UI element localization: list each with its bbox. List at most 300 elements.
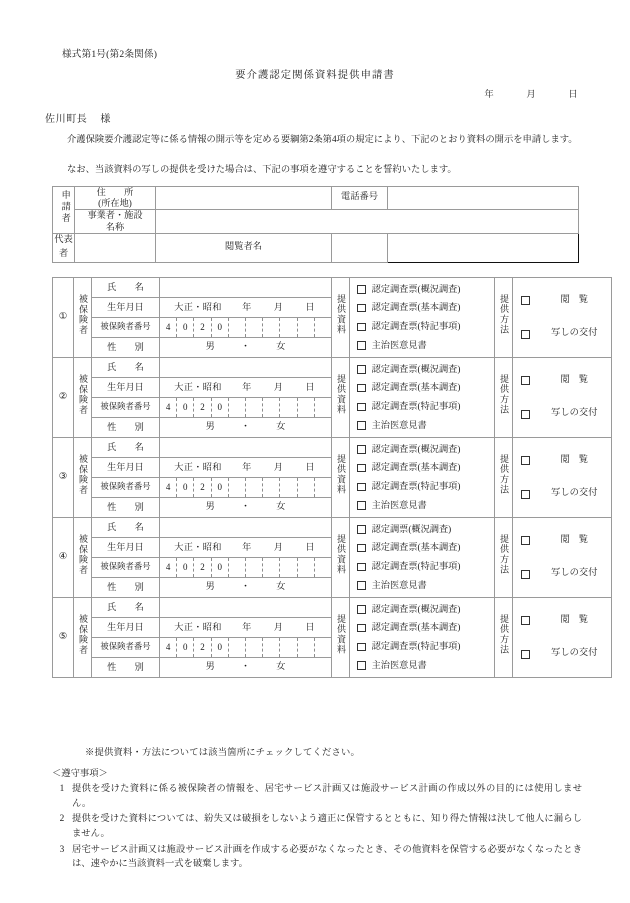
method-option-label: 写しの交付 — [551, 648, 598, 659]
address-label-sub: (所在地) — [98, 198, 132, 209]
address-input[interactable] — [156, 187, 332, 210]
pledge-item — [52, 843, 582, 872]
name-label: 氏 名 — [92, 438, 160, 458]
insured-number-digit-cell[interactable] — [229, 398, 246, 417]
method-option-label: 閲覧 — [560, 614, 598, 625]
method-label: 提供方法 — [499, 374, 509, 415]
method-checkbox-option[interactable] — [513, 327, 611, 341]
insured-person-label: 被保険者 — [78, 613, 88, 656]
insured-number-digit-cell[interactable] — [280, 638, 297, 657]
method-checkbox-group — [513, 438, 612, 518]
gender-separator: ・ — [240, 341, 251, 352]
method-checkbox-option[interactable] — [513, 294, 611, 308]
material-option-label: 認定調査票(概況調査) — [371, 363, 461, 374]
material-option-label: 認定調査票(特記事項) — [371, 481, 461, 492]
gender-option-female[interactable]: 女 — [276, 661, 286, 672]
checkbox-icon[interactable] — [357, 421, 366, 430]
insured-number-input[interactable] — [160, 478, 332, 498]
phone-label: 電話番号 — [332, 187, 388, 210]
insured-number-digit-cell[interactable] — [315, 638, 331, 657]
name-label: 氏 名 — [92, 518, 160, 538]
material-option-label: 認定調査票(概況調査) — [371, 283, 461, 294]
name-input[interactable] — [160, 438, 332, 458]
birth-unit-label: 年 — [242, 381, 252, 392]
pledge-item — [52, 782, 582, 811]
material-checkbox-option[interactable] — [357, 542, 494, 554]
method-checkbox-option[interactable] — [513, 407, 611, 421]
insured-number-digit-cell[interactable] — [229, 558, 246, 577]
checkbox-icon[interactable] — [521, 456, 530, 465]
material-checkbox-option[interactable] — [357, 500, 494, 512]
checkbox-icon[interactable] — [357, 403, 366, 412]
material-option-label: 主治医意見書 — [371, 339, 427, 350]
method-option-label: 写しの交付 — [551, 488, 598, 499]
birth-era-label: 大正・昭和 — [174, 301, 222, 312]
gender-option-male[interactable]: 男 — [205, 341, 215, 352]
method-checkbox-group — [513, 358, 612, 438]
material-checkbox-option[interactable] — [357, 524, 494, 536]
materials-label-cell — [332, 598, 350, 678]
insured-number-digit-cell[interactable]: 0 — [212, 478, 229, 497]
addressee-honorific: 様 — [100, 114, 112, 125]
date-line — [424, 89, 594, 103]
checkbox-icon[interactable] — [357, 304, 366, 313]
insured-number-digit-cell[interactable] — [229, 638, 246, 657]
method-label: 提供方法 — [499, 614, 509, 655]
organization-label-main: 事業者・施設 — [87, 210, 143, 221]
birthdate-input[interactable] — [160, 298, 332, 318]
form-number: 様式第1号(第2条関係) — [62, 49, 158, 60]
table-row — [53, 233, 579, 262]
birth-unit-label: 日 — [305, 461, 315, 472]
insured-persons-table — [52, 277, 612, 678]
checkbox-icon[interactable] — [357, 445, 366, 454]
method-option-label: 閲覧 — [560, 534, 598, 545]
insured-person-label: 被保険者 — [78, 293, 88, 336]
birth-unit-label: 日 — [305, 621, 315, 632]
insured-number-digit-cell[interactable]: 0 — [212, 318, 229, 337]
birthdate-label: 生年月日 — [92, 538, 160, 558]
material-option-label: 主治医意見書 — [371, 419, 427, 430]
materials-checkbox-group — [350, 518, 495, 598]
insured-number-digit-cell[interactable] — [246, 398, 263, 417]
method-option-label: 閲覧 — [560, 454, 598, 465]
insured-number-digit-cell[interactable] — [315, 318, 331, 337]
applicant-side-label: 申請者 — [59, 189, 70, 225]
table-row — [53, 438, 612, 458]
checkbox-icon[interactable] — [357, 501, 366, 510]
insured-number-digit-cell[interactable]: 0 — [177, 478, 194, 497]
checkbox-icon[interactable] — [521, 296, 530, 305]
insured-number-input[interactable] — [160, 558, 332, 578]
gender-label: 性 別 — [92, 578, 160, 598]
intro-paragraph-1: 介護保険要介護認定等に係る情報の開示等を定める要綱第2条第4項の規定により、下記のとおり資料の開示を申請します。 — [67, 135, 578, 145]
method-label-cell — [495, 358, 513, 438]
insured-number-digit-cell[interactable] — [315, 398, 331, 417]
insured-number-digit-cell[interactable] — [280, 558, 297, 577]
gender-label: 性 別 — [92, 418, 160, 438]
gender-selector[interactable] — [160, 578, 332, 598]
checkbox-icon[interactable] — [357, 624, 366, 633]
insured-number-digit-cell[interactable] — [246, 318, 263, 337]
materials-label-cell — [332, 358, 350, 438]
birth-unit-label: 年 — [242, 541, 252, 552]
materials-checkbox-group — [350, 278, 495, 358]
insured-person-label-cell — [74, 438, 92, 518]
material-option-label: 認定調査票(基本調査) — [371, 302, 461, 313]
method-checkbox-option[interactable] — [513, 567, 611, 581]
checkbox-icon[interactable] — [357, 525, 366, 534]
material-checkbox-option[interactable] — [357, 382, 494, 394]
insured-number-digit-cell[interactable] — [246, 638, 263, 657]
address-label-main: 住 所 — [96, 187, 134, 197]
gender-selector[interactable] — [160, 418, 332, 438]
material-checkbox-option[interactable] — [357, 462, 494, 474]
material-option-label: 認定調査票(特記事項) — [371, 641, 461, 652]
table-row — [53, 518, 612, 538]
method-checkbox-group — [513, 278, 612, 358]
gender-separator: ・ — [240, 581, 251, 592]
checkbox-icon[interactable] — [357, 323, 366, 332]
insured-number-digit-cell[interactable] — [280, 398, 297, 417]
birth-unit-label: 日 — [305, 301, 315, 312]
pledge-list — [52, 782, 582, 873]
checkbox-icon[interactable] — [357, 464, 366, 473]
insured-number-digit-cell[interactable] — [263, 398, 280, 417]
method-label-cell — [495, 438, 513, 518]
insured-number-digit-cell[interactable]: 4 — [160, 558, 177, 577]
applicant-table — [52, 186, 579, 263]
insured-number-digit-cell[interactable] — [298, 318, 315, 337]
insured-number-input[interactable] — [160, 398, 332, 418]
checkbox-icon[interactable] — [357, 384, 366, 393]
gender-option-female[interactable]: 女 — [276, 341, 286, 352]
checkbox-icon[interactable] — [521, 536, 530, 545]
method-option-label: 写しの交付 — [551, 568, 598, 579]
birth-era-label: 大正・昭和 — [174, 461, 222, 472]
insured-number-label: 被保険者番号 — [92, 398, 160, 418]
insured-number-digit-cell[interactable] — [315, 558, 331, 577]
birth-unit-label: 年 — [242, 301, 252, 312]
birth-unit-label: 月 — [273, 461, 283, 472]
material-option-label: 認定調査票(概況調査) — [371, 443, 461, 454]
checkbox-icon[interactable] — [357, 285, 366, 294]
addressee-name: 佐川町長 — [45, 114, 88, 125]
gender-option-male[interactable]: 男 — [205, 421, 215, 432]
method-checkbox-option[interactable] — [513, 614, 611, 628]
checkbox-icon[interactable] — [521, 570, 530, 579]
insured-number-label: 被保険者番号 — [92, 638, 160, 658]
checkbox-icon[interactable] — [521, 650, 530, 659]
insured-number-digit-cell[interactable]: 2 — [194, 478, 211, 497]
insured-person-label-cell — [74, 358, 92, 438]
table-row — [53, 278, 612, 298]
insured-number-digit-cell[interactable] — [263, 638, 280, 657]
gender-option-male[interactable]: 男 — [205, 501, 215, 512]
insured-row-index: ④ — [53, 518, 74, 598]
birth-unit-label: 日 — [305, 381, 315, 392]
name-label: 氏 名 — [92, 358, 160, 378]
material-checkbox-option[interactable] — [357, 364, 494, 376]
materials-label: 提供資料 — [336, 454, 346, 495]
method-checkbox-option[interactable] — [513, 374, 611, 388]
method-label: 提供方法 — [499, 534, 509, 575]
insured-number-digit-cell[interactable]: 2 — [194, 638, 211, 657]
insured-person-label: 被保険者 — [78, 373, 88, 416]
checkbox-icon[interactable] — [521, 330, 530, 339]
name-input[interactable] — [160, 518, 332, 538]
insured-number-digit-cell[interactable]: 2 — [194, 318, 211, 337]
gender-option-female[interactable]: 女 — [276, 501, 286, 512]
method-option-label: 写しの交付 — [551, 328, 598, 339]
insured-number-digit-cell[interactable] — [298, 478, 315, 497]
method-checkbox-option[interactable] — [513, 454, 611, 468]
insured-number-digit-cell[interactable]: 4 — [160, 478, 177, 497]
insured-row-index: ⑤ — [53, 598, 74, 678]
viewer-label: 閲覧者名 — [156, 233, 332, 262]
insured-number-digit-cell[interactable]: 0 — [212, 398, 229, 417]
birthdate-label: 生年月日 — [92, 618, 160, 638]
insured-number-digit-cell[interactable]: 4 — [160, 318, 177, 337]
checkbox-icon[interactable] — [357, 563, 366, 572]
birthdate-input[interactable] — [160, 458, 332, 478]
insured-number-digit-cell[interactable] — [246, 558, 263, 577]
material-option-label: 認定調査票(基本調査) — [371, 542, 461, 553]
material-checkbox-option[interactable] — [357, 420, 494, 432]
insured-number-digit-cell[interactable] — [229, 478, 246, 497]
name-input[interactable] — [160, 278, 332, 298]
material-option-label: 認定調査票(特記事項) — [371, 401, 461, 412]
checkbox-icon[interactable] — [357, 365, 366, 374]
pledge-item-number: 2 — [59, 814, 65, 825]
method-label: 提供方法 — [499, 454, 509, 495]
representative-input[interactable] — [75, 233, 156, 262]
gender-option-male[interactable]: 男 — [205, 661, 215, 672]
name-input[interactable] — [160, 598, 332, 618]
birth-era-label: 大正・昭和 — [174, 381, 222, 392]
date-year-label: 年 — [484, 90, 494, 100]
birth-unit-label: 年 — [242, 621, 252, 632]
insured-number-label: 被保険者番号 — [92, 318, 160, 338]
material-checkbox-option[interactable] — [357, 444, 494, 456]
insured-number-digit-cell[interactable]: 0 — [177, 318, 194, 337]
insured-person-label: 被保険者 — [78, 533, 88, 576]
materials-label: 提供資料 — [336, 294, 346, 335]
checkbox-icon[interactable] — [357, 544, 366, 553]
representative-label: 代表者 — [53, 233, 75, 262]
checkbox-icon[interactable] — [521, 616, 530, 625]
material-option-label: 主治医意見書 — [371, 499, 427, 510]
organization-input[interactable] — [156, 210, 579, 233]
insured-number-digit-cell[interactable] — [298, 638, 315, 657]
insured-number-digit-cell[interactable]: 0 — [212, 558, 229, 577]
material-option-label: 認定調票(概況調査) — [371, 523, 452, 534]
material-checkbox-option[interactable] — [357, 580, 494, 592]
material-option-label: 認定調査票(基本調査) — [371, 622, 461, 633]
birth-era-label: 大正・昭和 — [174, 621, 222, 632]
insured-number-digit-cell[interactable]: 0 — [177, 638, 194, 657]
materials-label: 提供資料 — [336, 614, 346, 655]
insured-number-digit-cell[interactable] — [280, 318, 297, 337]
gender-selector[interactable] — [160, 498, 332, 518]
pledge-item-text: 提供を受けた資料に係る被保険者の情報を、居宅サービス計画又は施設サービス計画の作成以外の目的には使用しません。 — [72, 784, 582, 809]
insured-person-label-cell — [74, 278, 92, 358]
birthdate-label: 生年月日 — [92, 458, 160, 478]
insured-person-label-cell — [74, 598, 92, 678]
organization-label-sub: 名称 — [105, 221, 125, 232]
name-label: 氏 名 — [92, 598, 160, 618]
method-label-cell — [495, 278, 513, 358]
birthdate-input[interactable] — [160, 378, 332, 398]
checkbox-icon[interactable] — [357, 643, 366, 652]
checkbox-icon[interactable] — [521, 376, 530, 385]
insured-person-label-cell — [74, 518, 92, 598]
birth-unit-label: 月 — [273, 381, 283, 392]
checkbox-icon[interactable] — [357, 581, 366, 590]
pledge-item-number: 3 — [59, 844, 65, 855]
gender-option-male[interactable]: 男 — [205, 581, 215, 592]
insured-number-digit-cell[interactable] — [263, 558, 280, 577]
materials-checkbox-group — [350, 358, 495, 438]
pledge-item-text: 居宅サービス計画又は施設サービス計画を作成する必要がなくなったとき、その他資料を保管する必要がなくなったときは、速やかに当該資料一式を破棄します。 — [72, 844, 582, 870]
birthdate-input[interactable] — [160, 618, 332, 638]
material-checkbox-option[interactable] — [357, 622, 494, 634]
insured-number-digit-cell[interactable] — [280, 478, 297, 497]
insured-number-digit-cell[interactable] — [298, 398, 315, 417]
insured-row-index: ③ — [53, 438, 74, 518]
material-option-label: 認定調査票(特記事項) — [371, 561, 461, 572]
insured-number-digit-cell[interactable] — [263, 478, 280, 497]
insured-number-digit-cell[interactable]: 0 — [212, 638, 229, 657]
pledge-heading: ＜遵守事項＞ — [52, 769, 108, 779]
page-title: 要介護認定関係資料提供申請書 — [235, 70, 395, 81]
material-checkbox-option[interactable] — [357, 660, 494, 672]
date-month-label: 月 — [526, 90, 536, 100]
checkbox-icon[interactable] — [357, 483, 366, 492]
material-checkbox-option[interactable] — [357, 401, 494, 413]
method-label: 提供方法 — [499, 294, 509, 335]
insured-row-index: ② — [53, 358, 74, 438]
insured-number-input[interactable] — [160, 638, 332, 658]
insured-number-label: 被保険者番号 — [92, 478, 160, 498]
gender-label: 性 別 — [92, 498, 160, 518]
insured-person-label: 被保険者 — [78, 453, 88, 496]
checkbox-icon[interactable] — [357, 341, 366, 350]
material-option-label: 主治医意見書 — [371, 659, 427, 670]
materials-label: 提供資料 — [336, 534, 346, 575]
insured-number-digit-cell[interactable] — [298, 558, 315, 577]
insured-number-digit-cell[interactable]: 0 — [177, 398, 194, 417]
addressee — [45, 112, 111, 127]
method-option-label: 写しの交付 — [551, 408, 598, 419]
materials-label-cell — [332, 278, 350, 358]
birthdate-label: 生年月日 — [92, 378, 160, 398]
gender-selector[interactable] — [160, 658, 332, 678]
insured-number-digit-cell[interactable]: 4 — [160, 638, 177, 657]
gender-label: 性 別 — [92, 338, 160, 358]
pledge-item — [52, 812, 582, 841]
gender-label: 性 別 — [92, 658, 160, 678]
birthdate-label: 生年月日 — [92, 298, 160, 318]
intro-paragraph-2: なお、当該資料の写しの提供を受けた場合は、下記の事項を遵守することを誓約いたします。 — [67, 165, 457, 175]
material-checkbox-option[interactable] — [357, 641, 494, 653]
name-label: 氏 名 — [92, 278, 160, 298]
birthdate-input[interactable] — [160, 538, 332, 558]
material-checkbox-option[interactable] — [357, 340, 494, 352]
materials-label: 提供資料 — [336, 374, 346, 415]
checkbox-icon[interactable] — [357, 661, 366, 670]
birth-unit-label: 月 — [273, 541, 283, 552]
material-option-label: 認定調査票(基本調査) — [371, 462, 461, 473]
insured-number-digit-cell[interactable] — [315, 478, 331, 497]
table-row — [53, 598, 612, 618]
viewer-input[interactable] — [332, 233, 388, 262]
method-label-cell — [495, 518, 513, 598]
applicant-side-label-cell — [53, 187, 75, 234]
birth-unit-label: 月 — [273, 621, 283, 632]
date-day-label: 日 — [568, 90, 578, 100]
material-checkbox-option[interactable] — [357, 284, 494, 296]
material-option-label: 主治医意見書 — [371, 579, 427, 590]
insured-number-digit-cell[interactable]: 0 — [177, 558, 194, 577]
gender-option-female[interactable]: 女 — [276, 581, 286, 592]
material-checkbox-option[interactable] — [357, 604, 494, 616]
material-checkbox-option[interactable] — [357, 481, 494, 493]
method-checkbox-option[interactable] — [513, 647, 611, 661]
insured-row-index: ① — [53, 278, 74, 358]
gender-selector[interactable] — [160, 338, 332, 358]
method-checkbox-option[interactable] — [513, 534, 611, 548]
name-input[interactable] — [160, 358, 332, 378]
birth-era-label: 大正・昭和 — [174, 541, 222, 552]
materials-checkbox-group — [350, 598, 495, 678]
materials-label-cell — [332, 518, 350, 598]
material-option-label: 認定調査票(概況調査) — [371, 603, 461, 614]
gender-separator: ・ — [240, 661, 251, 672]
phone-input[interactable] — [388, 187, 579, 210]
insured-number-digit-cell[interactable] — [263, 318, 280, 337]
gender-option-female[interactable]: 女 — [276, 421, 286, 432]
address-label-cell — [75, 187, 156, 210]
material-checkbox-option[interactable] — [357, 561, 494, 573]
checkbox-icon[interactable] — [357, 605, 366, 614]
checkbox-icon[interactable] — [521, 490, 530, 499]
insured-number-label: 被保険者番号 — [92, 558, 160, 578]
material-option-label: 認定調査票(特記事項) — [371, 321, 461, 332]
gender-separator: ・ — [240, 501, 251, 512]
gender-separator: ・ — [240, 421, 251, 432]
birth-unit-label: 年 — [242, 461, 252, 472]
insured-number-digit-cell[interactable]: 4 — [160, 398, 177, 417]
check-instruction-note: ※提供資料・方法については該当箇所にチェックしてください。 — [85, 748, 360, 758]
method-checkbox-group — [513, 598, 612, 678]
pledge-item-text: 提供を受けた資料については、紛失又は破損をしないよう適正に保管するとともに、知り得た情報は決して他人に漏らしません。 — [72, 814, 582, 840]
table-row — [53, 358, 612, 378]
insured-number-input[interactable] — [160, 318, 332, 338]
insured-number-digit-cell[interactable]: 2 — [194, 558, 211, 577]
material-checkbox-option[interactable] — [357, 321, 494, 333]
materials-label-cell — [332, 438, 350, 518]
checkbox-icon[interactable] — [521, 410, 530, 419]
materials-checkbox-group — [350, 438, 495, 518]
material-checkbox-option[interactable] — [357, 302, 494, 314]
insured-number-digit-cell[interactable]: 2 — [194, 398, 211, 417]
method-option-label: 閲覧 — [560, 374, 598, 385]
insured-number-digit-cell[interactable] — [246, 478, 263, 497]
insured-number-digit-cell[interactable] — [229, 318, 246, 337]
method-checkbox-group — [513, 518, 612, 598]
method-checkbox-option[interactable] — [513, 487, 611, 501]
